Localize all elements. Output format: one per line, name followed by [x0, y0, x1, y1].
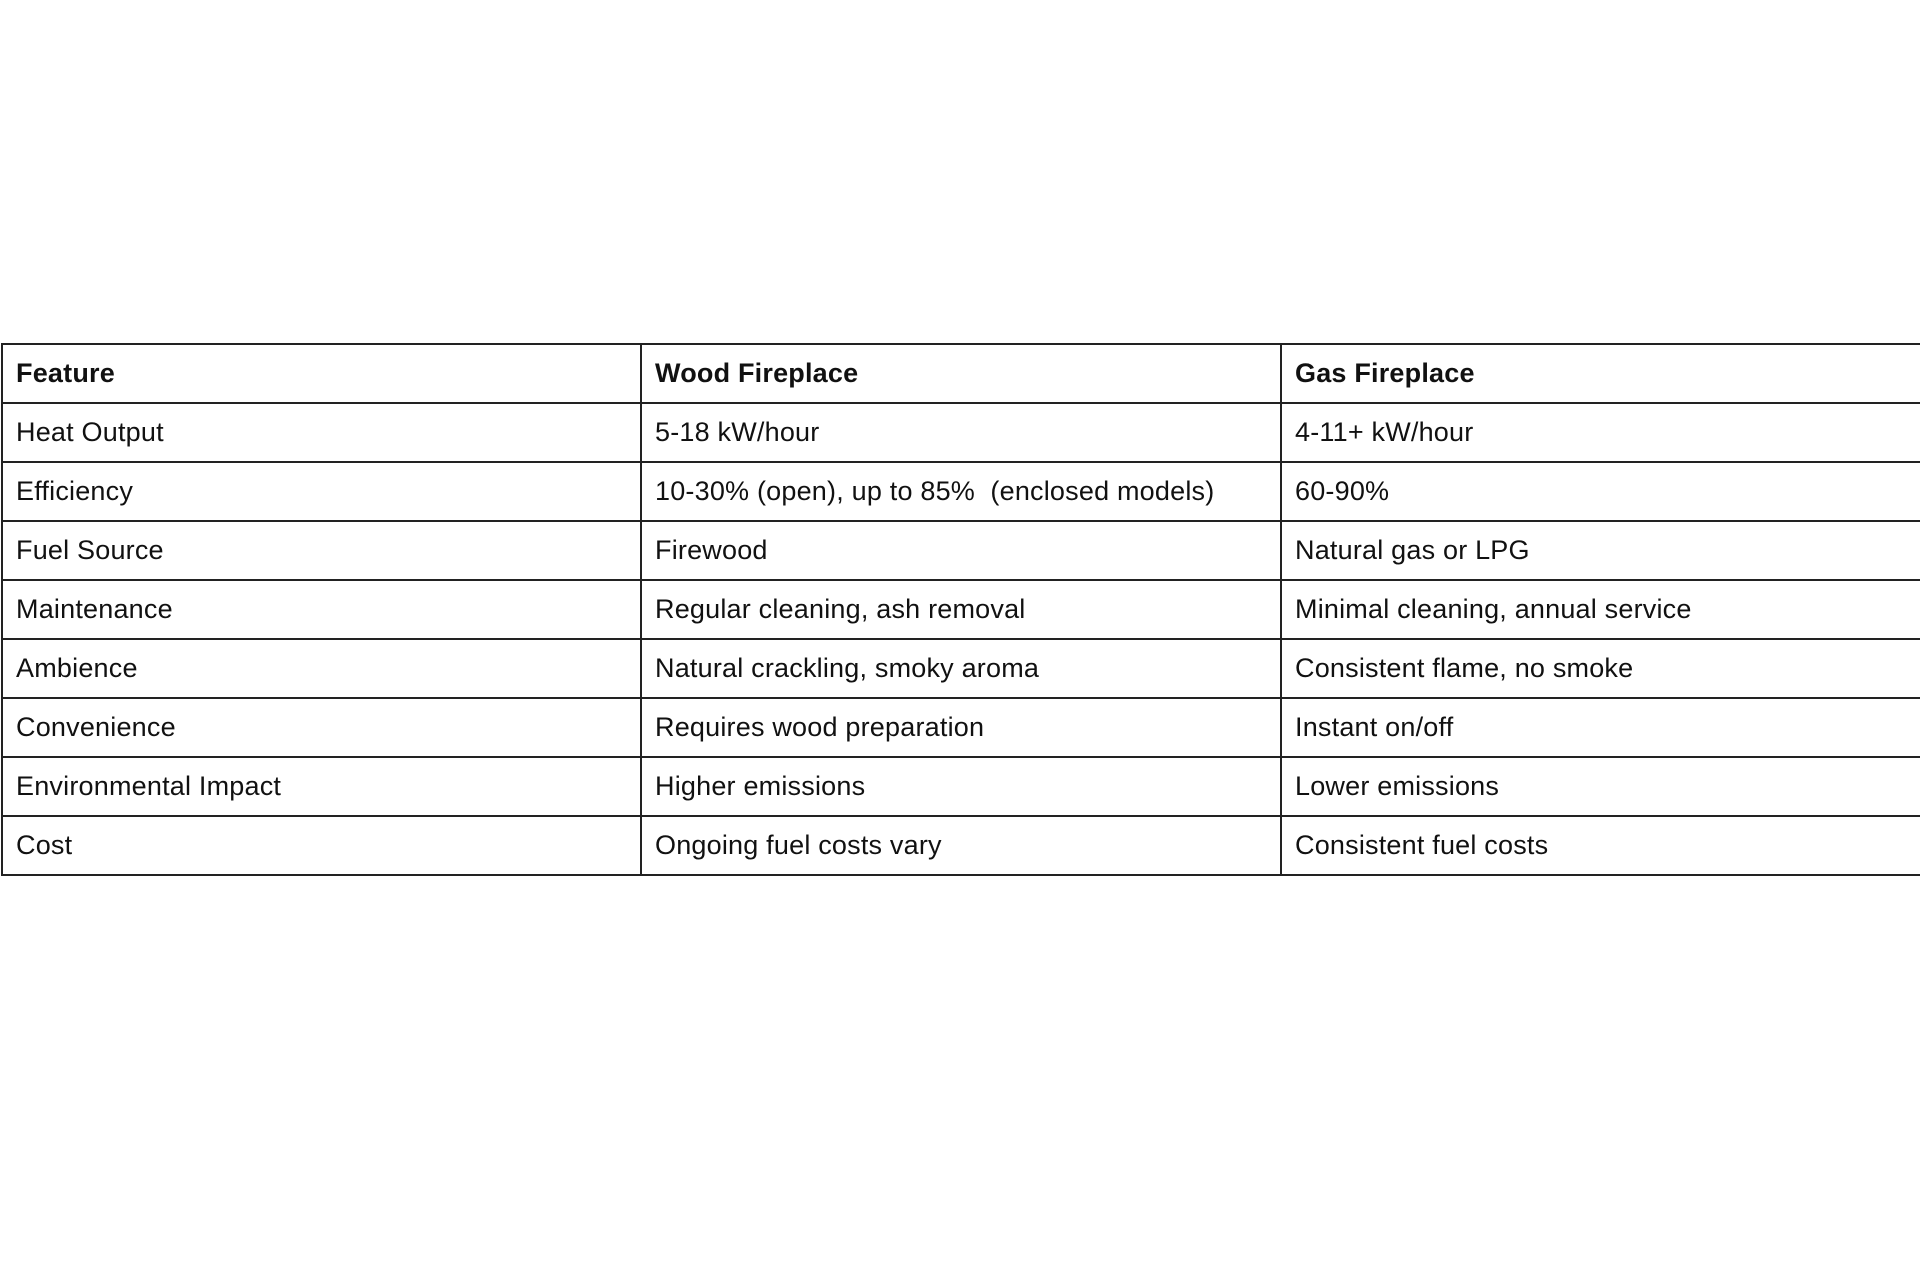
gas-cell: 4-11+ kW/hour	[1281, 403, 1920, 462]
wood-cell: Firewood	[641, 521, 1281, 580]
feature-cell: Ambience	[2, 639, 641, 698]
table-row	[2, 639, 1920, 698]
fireplace-comparison-table	[1, 343, 1920, 876]
wood-cell: Requires wood preparation	[641, 698, 1281, 757]
header-wood-fireplace: Wood Fireplace	[641, 344, 1281, 403]
feature-cell: Heat Output	[2, 403, 641, 462]
table-row	[2, 816, 1920, 875]
comparison-table-container	[0, 343, 1920, 876]
wood-cell: 10-30% (open), up to 85% (enclosed models)	[641, 462, 1281, 521]
wood-cell: Natural crackling, smoky aroma	[641, 639, 1281, 698]
feature-cell: Cost	[2, 816, 641, 875]
feature-cell: Maintenance	[2, 580, 641, 639]
feature-cell: Efficiency	[2, 462, 641, 521]
gas-cell: Lower emissions	[1281, 757, 1920, 816]
gas-cell: Consistent flame, no smoke	[1281, 639, 1920, 698]
table-row	[2, 521, 1920, 580]
header-feature: Feature	[2, 344, 641, 403]
gas-cell: Minimal cleaning, annual service	[1281, 580, 1920, 639]
table-row	[2, 757, 1920, 816]
feature-cell: Fuel Source	[2, 521, 641, 580]
table-row	[2, 580, 1920, 639]
feature-cell: Convenience	[2, 698, 641, 757]
table-row	[2, 462, 1920, 521]
wood-cell: Higher emissions	[641, 757, 1281, 816]
table-row	[2, 403, 1920, 462]
wood-cell: Ongoing fuel costs vary	[641, 816, 1281, 875]
wood-cell: Regular cleaning, ash removal	[641, 580, 1281, 639]
table-header-row	[2, 344, 1920, 403]
table-row	[2, 698, 1920, 757]
gas-cell: Instant on/off	[1281, 698, 1920, 757]
gas-cell: 60-90%	[1281, 462, 1920, 521]
feature-cell: Environmental Impact	[2, 757, 641, 816]
header-gas-fireplace: Gas Fireplace	[1281, 344, 1920, 403]
gas-cell: Natural gas or LPG	[1281, 521, 1920, 580]
gas-cell: Consistent fuel costs	[1281, 816, 1920, 875]
wood-cell: 5-18 kW/hour	[641, 403, 1281, 462]
